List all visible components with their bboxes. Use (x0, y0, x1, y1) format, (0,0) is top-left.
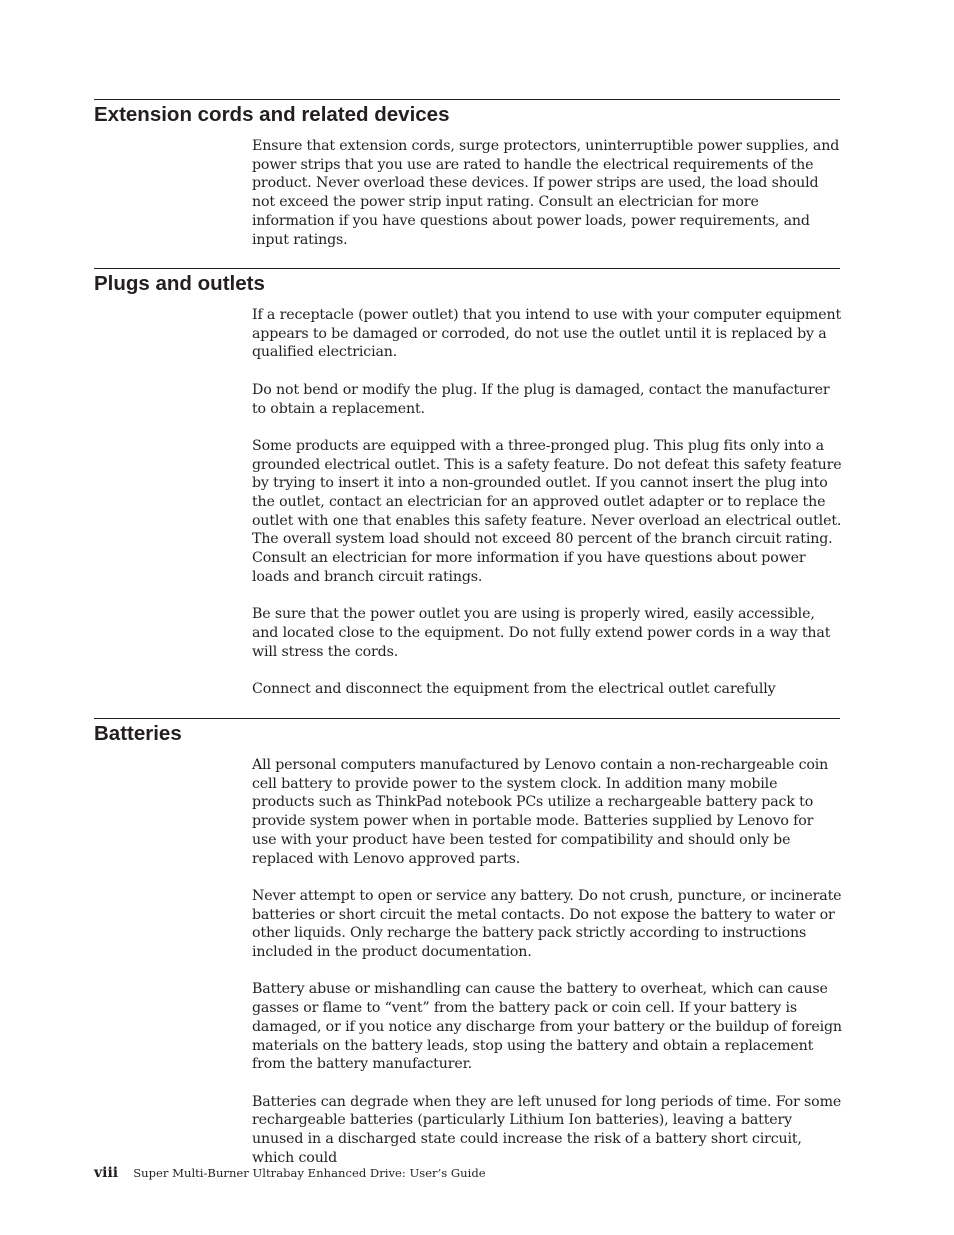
section-plugs-outlets (94, 268, 840, 297)
paragraph: Battery abuse or mishandling can cause the battery to overheat, which can cause gasses or flame to “vent” from the battery pack or coin cell. If your battery is damaged, or if you notice any discharge from your battery or the buildup of foreign materials on the battery leads, stop using the battery and obtain a replacement from the battery manufacturer. (252, 981, 842, 1073)
paragraph: If a receptacle (power outlet) that you intend to use with your computer equipment appears to be damaged or corroded, do not use the outlet until it is replaced by a qualified electrician. (252, 307, 842, 361)
section-divider (94, 268, 840, 269)
footer-doc-title: Super Multi-Burner Ultrabay Enhanced Drive: User’s Guide (133, 1166, 486, 1180)
section-extension-cords (94, 99, 840, 128)
paragraph: Ensure that extension cords, surge protectors, uninterruptible power supplies, and power strips that you use are rated to handle the electrical requirements of the product. Never overload these devices. If power strips are used, the load should not exceed the power strip input rating. Consult an electrician for more information if you have questions about power loads, power requirements, and input ratings. (252, 138, 840, 248)
page-footer (94, 1162, 486, 1181)
paragraph: Do not bend or modify the plug. If the plug is damaged, contact the manufacturer to obtain a replacement. (252, 381, 830, 417)
section-heading: Extension cords and related devices (94, 103, 450, 126)
section-divider (94, 99, 840, 100)
section-heading: Plugs and outlets (94, 272, 265, 295)
section-body-batteries (252, 756, 842, 1167)
paragraph: Batteries can degrade when they are left unused for long periods of time. For some rechargeable batteries (particularly Lithium Ion batteries), leaving a battery unused in a discharged state could increase the risk of a battery short circuit, which could (252, 1093, 842, 1166)
section-body-extension-cords (252, 137, 842, 249)
section-body-plugs-outlets (252, 306, 842, 699)
paragraph: Some products are equipped with a three-pronged plug. This plug fits only into a grounded electrical outlet. This is a safety feature. Do not defeat this safety feature by trying to insert it into a non-grounded outlet. If you cannot insert the plug into the outlet, contact an electrician for an approved outlet adapter or to replace the outlet with one that enables this safety feature. Never overload an electrical outlet. The overall system load should not exceed 80 percent of the branch circuit rating. Consult an electrician for more information if you have questions about power loads and branch circuit ratings. (252, 437, 842, 585)
section-divider (94, 718, 840, 719)
section-heading: Batteries (94, 722, 182, 745)
paragraph: Be sure that the power outlet you are using is properly wired, easily accessible, and located close to the equipment. Do not fully extend power cords in a way that will stress the cords. (252, 606, 831, 660)
page-number: viii (94, 1165, 119, 1181)
paragraph: Never attempt to open or service any battery. Do not crush, puncture, or incinerate batteries or short circuit the metal contacts. Do not expose the battery to water or other liquids. Only recharge the battery pack strictly according to instructions included in the product documentation. (252, 887, 842, 961)
paragraph: Connect and disconnect the equipment from the electrical outlet carefully (252, 681, 776, 697)
paragraph: All personal computers manufactured by Lenovo contain a non-rechargeable coin cell battery to provide power to the system clock. In addition many mobile products such as ThinkPad notebook PCs utilize a rechargeable battery pack to provide system power when in portable mode. Batteries supplied by Lenovo for use with your product have been tested for compatibility and should only be replaced with Lenovo approved parts. (252, 757, 829, 867)
section-batteries (94, 718, 840, 747)
